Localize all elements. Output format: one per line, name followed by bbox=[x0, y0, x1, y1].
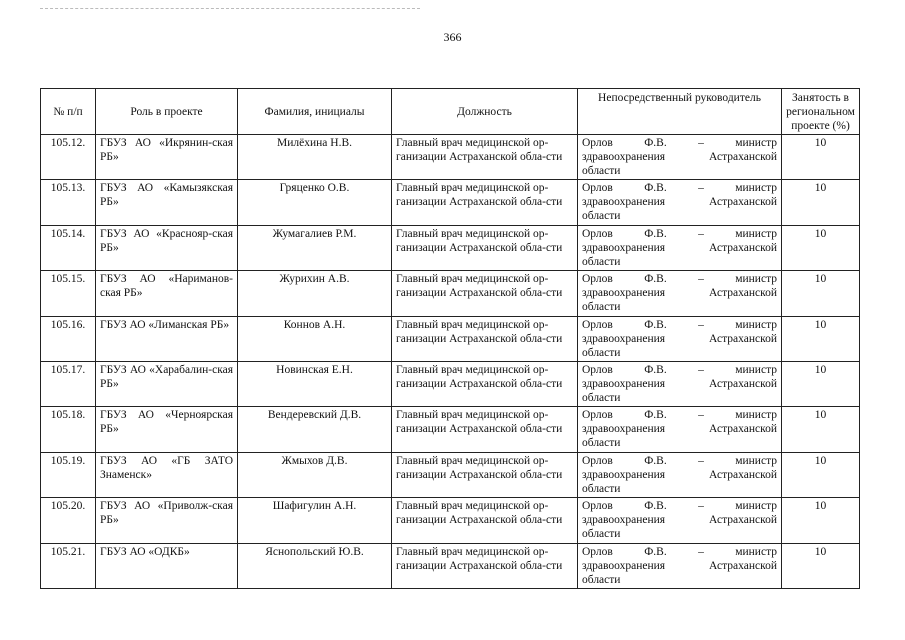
row-name: Жумагалиев Р.М. bbox=[238, 225, 392, 270]
head-line-2 bbox=[582, 241, 777, 255]
table-row bbox=[41, 452, 860, 497]
row-name: Гряценко О.В. bbox=[238, 180, 392, 225]
head-initials: Ф.В. bbox=[644, 227, 667, 240]
row-role: ГБУЗ АО «Приволж-ская РБ» bbox=[96, 498, 238, 543]
row-number: 105.15. bbox=[41, 271, 96, 316]
head-dash: – bbox=[698, 363, 704, 376]
row-head bbox=[578, 225, 782, 270]
head-line-3: области bbox=[582, 573, 621, 586]
header-name: Фамилия, инициалы bbox=[238, 89, 392, 135]
head-dash: – bbox=[698, 454, 704, 467]
head-title: министр bbox=[735, 227, 777, 240]
row-name: Яснопольский Ю.В. bbox=[238, 543, 392, 588]
head-title: министр bbox=[735, 454, 777, 467]
row-load: 10 bbox=[782, 361, 860, 406]
head-surname: Орлов bbox=[582, 137, 613, 149]
head-line-2 bbox=[582, 150, 777, 164]
row-name: Коннов А.Н. bbox=[238, 316, 392, 361]
scan-artifact-line bbox=[40, 8, 420, 9]
row-role: ГБУЗ АО «Нариманов-ская РБ» bbox=[96, 271, 238, 316]
head-dash: – bbox=[698, 227, 704, 240]
head-initials: Ф.В. bbox=[644, 273, 667, 286]
row-position: Главный врач медицинской ор-ганизации Астраханской обла-сти bbox=[392, 452, 578, 497]
row-head bbox=[578, 543, 782, 588]
row-name: Новинская Е.Н. bbox=[238, 361, 392, 406]
head-ministry: здравоохранения bbox=[582, 377, 666, 390]
row-head bbox=[578, 180, 782, 225]
row-position: Главный врач медицинской ор-ганизации Астраханской обла-сти bbox=[392, 225, 578, 270]
table-row bbox=[41, 180, 860, 225]
row-name: Журихин А.В. bbox=[238, 271, 392, 316]
head-line-1 bbox=[582, 408, 777, 422]
row-load: 10 bbox=[782, 407, 860, 452]
head-line-3: области bbox=[582, 346, 621, 359]
head-line-1 bbox=[582, 318, 777, 332]
row-role: ГБУЗ АО «Лиманская РБ» bbox=[96, 316, 238, 361]
head-line-3: области bbox=[582, 210, 621, 223]
head-line-2 bbox=[582, 286, 777, 300]
table-row bbox=[41, 498, 860, 543]
head-region: Астраханской bbox=[708, 559, 777, 572]
head-line-1 bbox=[582, 363, 777, 377]
head-ministry: здравоохранения bbox=[582, 151, 666, 163]
head-ministry: здравоохранения bbox=[582, 514, 666, 527]
row-load: 10 bbox=[782, 180, 860, 225]
row-load: 10 bbox=[782, 452, 860, 497]
row-load: 10 bbox=[782, 271, 860, 316]
head-line-2 bbox=[582, 332, 777, 346]
head-surname: Орлов bbox=[582, 454, 613, 467]
row-role: ГБУЗ АО «ГБ ЗАТО Знаменск» bbox=[96, 452, 238, 497]
head-surname: Орлов bbox=[582, 545, 613, 558]
head-surname: Орлов bbox=[582, 227, 613, 240]
head-line-3: области bbox=[582, 165, 621, 177]
header-position: Должность bbox=[392, 89, 578, 135]
head-initials: Ф.В. bbox=[644, 318, 667, 331]
head-line-2 bbox=[582, 513, 777, 527]
row-head bbox=[578, 271, 782, 316]
header-role: Роль в проекте bbox=[96, 89, 238, 135]
head-line-2 bbox=[582, 195, 777, 209]
head-dash: – bbox=[698, 409, 704, 422]
head-initials: Ф.В. bbox=[644, 363, 667, 376]
row-number: 105.16. bbox=[41, 316, 96, 361]
row-name: Жмыхов Д.В. bbox=[238, 452, 392, 497]
row-load: 10 bbox=[782, 135, 860, 180]
head-ministry: здравоохранения bbox=[582, 468, 666, 481]
head-ministry: здравоохранения bbox=[582, 196, 666, 209]
row-head bbox=[578, 498, 782, 543]
table-row bbox=[41, 543, 860, 588]
head-ministry: здравоохранения bbox=[582, 241, 666, 254]
row-role: ГБУЗ АО «Камызякская РБ» bbox=[96, 180, 238, 225]
table-row bbox=[41, 361, 860, 406]
row-role: ГБУЗ АО «Краснояр-ская РБ» bbox=[96, 225, 238, 270]
head-region: Астраханской bbox=[708, 151, 777, 163]
head-title: министр bbox=[735, 500, 777, 513]
head-initials: Ф.В. bbox=[644, 409, 667, 422]
head-line-3: области bbox=[582, 391, 621, 404]
head-title: министр bbox=[735, 318, 777, 331]
head-line-2 bbox=[582, 422, 777, 436]
head-line-1 bbox=[582, 454, 777, 468]
head-region: Астраханской bbox=[708, 241, 777, 254]
header-head: Непосредственный руководитель bbox=[578, 89, 782, 135]
head-title: министр bbox=[735, 137, 777, 149]
head-initials: Ф.В. bbox=[644, 454, 667, 467]
head-dash: – bbox=[698, 500, 704, 513]
row-load: 10 bbox=[782, 543, 860, 588]
head-surname: Орлов bbox=[582, 182, 613, 195]
row-position: Главный врач медицинской ор-ганизации Астраханской обла-сти bbox=[392, 543, 578, 588]
row-position: Главный врач медицинской ор-ганизации Астраханской обла-сти bbox=[392, 407, 578, 452]
head-title: министр bbox=[735, 409, 777, 422]
row-number: 105.21. bbox=[41, 543, 96, 588]
head-region: Астраханской bbox=[708, 332, 777, 345]
table-row bbox=[41, 135, 860, 180]
head-line-1 bbox=[582, 545, 777, 559]
project-roles-table bbox=[40, 88, 860, 589]
head-surname: Орлов bbox=[582, 363, 613, 376]
head-title: министр bbox=[735, 363, 777, 376]
head-dash: – bbox=[698, 545, 704, 558]
table-row bbox=[41, 225, 860, 270]
row-head bbox=[578, 407, 782, 452]
head-line-1 bbox=[582, 499, 777, 513]
row-name: Вендеревский Д.В. bbox=[238, 407, 392, 452]
head-region: Астраханской bbox=[708, 468, 777, 481]
head-dash: – bbox=[698, 318, 704, 331]
row-number: 105.13. bbox=[41, 180, 96, 225]
row-position: Главный врач медицинской ор-ганизации Астраханской обла-сти bbox=[392, 316, 578, 361]
row-head bbox=[578, 135, 782, 180]
head-line-3: области bbox=[582, 437, 621, 450]
head-region: Астраханской bbox=[708, 514, 777, 527]
head-region: Астраханской bbox=[708, 287, 777, 300]
row-role: ГБУЗ АО «Черноярская РБ» bbox=[96, 407, 238, 452]
row-number: 105.17. bbox=[41, 361, 96, 406]
head-line-3: области bbox=[582, 301, 621, 314]
head-line-2 bbox=[582, 559, 777, 573]
row-number: 105.20. bbox=[41, 498, 96, 543]
head-title: министр bbox=[735, 545, 777, 558]
row-load: 10 bbox=[782, 225, 860, 270]
head-line-1 bbox=[582, 272, 777, 286]
row-number: 105.19. bbox=[41, 452, 96, 497]
table-row bbox=[41, 316, 860, 361]
head-line-1 bbox=[582, 181, 777, 195]
head-surname: Орлов bbox=[582, 318, 613, 331]
head-ministry: здравоохранения bbox=[582, 287, 666, 300]
head-line-3: области bbox=[582, 528, 621, 541]
row-head bbox=[578, 361, 782, 406]
row-name: Милёхина Н.В. bbox=[238, 135, 392, 180]
row-position: Главный врач медицинской ор-ганизации Астраханской обла-сти bbox=[392, 361, 578, 406]
page-number: 366 bbox=[443, 30, 462, 44]
row-role: ГБУЗ АО «ОДКБ» bbox=[96, 543, 238, 588]
table-header-row bbox=[41, 89, 860, 135]
head-title: министр bbox=[735, 273, 777, 286]
head-dash: – bbox=[698, 137, 704, 149]
row-load: 10 bbox=[782, 498, 860, 543]
head-surname: Орлов bbox=[582, 409, 613, 422]
head-region: Астраханской bbox=[708, 423, 777, 436]
head-initials: Ф.В. bbox=[644, 182, 667, 195]
head-region: Астраханской bbox=[708, 196, 777, 209]
row-load: 10 bbox=[782, 316, 860, 361]
table-row bbox=[41, 271, 860, 316]
head-line-3: области bbox=[582, 482, 621, 495]
head-initials: Ф.В. bbox=[644, 137, 667, 149]
row-role: ГБУЗ АО «Икрянин-ская РБ» bbox=[96, 135, 238, 180]
head-line-2 bbox=[582, 377, 777, 391]
head-dash: – bbox=[698, 273, 704, 286]
row-position: Главный врач медицинской ор-ганизации Астраханской обла-сти bbox=[392, 135, 578, 180]
row-number: 105.12. bbox=[41, 135, 96, 180]
head-line-3: области bbox=[582, 255, 621, 268]
head-initials: Ф.В. bbox=[644, 500, 667, 513]
head-dash: – bbox=[698, 182, 704, 195]
row-head bbox=[578, 316, 782, 361]
head-surname: Орлов bbox=[582, 273, 613, 286]
head-initials: Ф.В. bbox=[644, 545, 667, 558]
table-body bbox=[41, 135, 860, 589]
head-ministry: здравоохранения bbox=[582, 423, 666, 436]
row-position: Главный врач медицинской ор-ганизации Астраханской обла-сти bbox=[392, 498, 578, 543]
header-load: Занятость в региональном проекте (%) bbox=[782, 89, 860, 135]
head-ministry: здравоохранения bbox=[582, 559, 666, 572]
table-row bbox=[41, 407, 860, 452]
row-head bbox=[578, 452, 782, 497]
head-ministry: здравоохранения bbox=[582, 332, 666, 345]
head-line-1 bbox=[582, 136, 777, 150]
head-line-2 bbox=[582, 468, 777, 482]
header-num: № п/п bbox=[41, 89, 96, 135]
head-surname: Орлов bbox=[582, 500, 613, 513]
row-number: 105.18. bbox=[41, 407, 96, 452]
row-name: Шафигулин А.Н. bbox=[238, 498, 392, 543]
head-line-1 bbox=[582, 227, 777, 241]
row-role: ГБУЗ АО «Харабалин-ская РБ» bbox=[96, 361, 238, 406]
head-title: министр bbox=[735, 182, 777, 195]
head-region: Астраханской bbox=[708, 377, 777, 390]
row-number: 105.14. bbox=[41, 225, 96, 270]
row-position: Главный врач медицинской ор-ганизации Астраханской обла-сти bbox=[392, 180, 578, 225]
row-position: Главный врач медицинской ор-ганизации Астраханской обла-сти bbox=[392, 271, 578, 316]
